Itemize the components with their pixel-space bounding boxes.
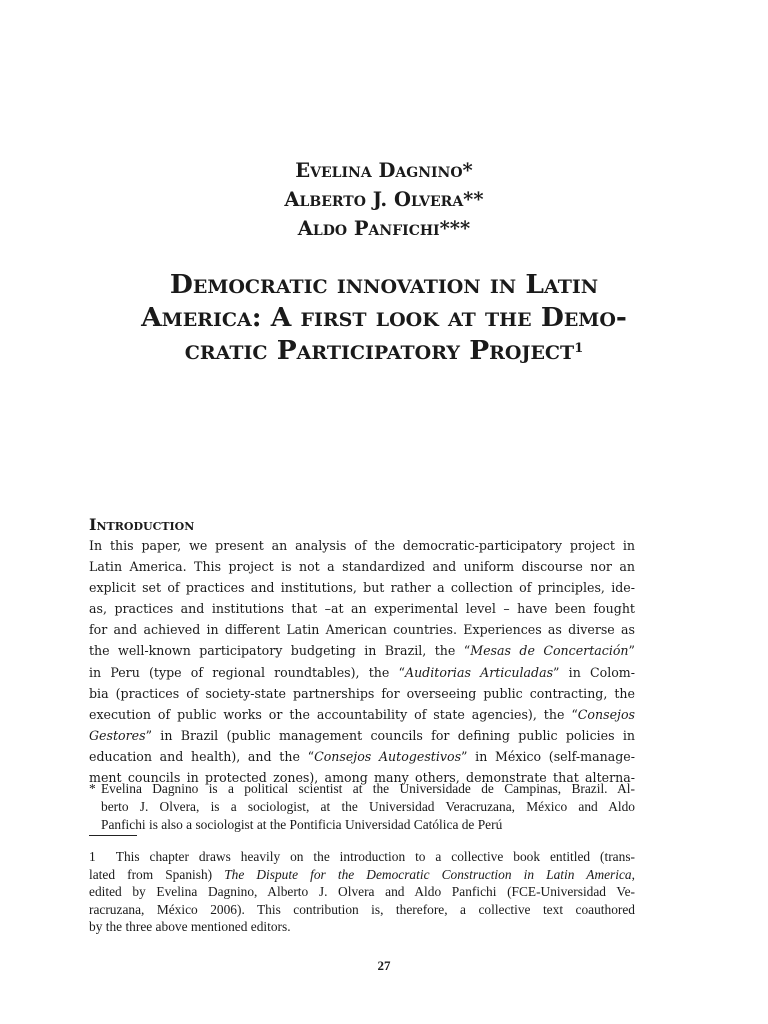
title-line: cratic Participatory Project$^1$ <box>184 335 584 366</box>
text-line: execution of public works or the accountability of state agencies), the “Consejos <box>89 706 635 722</box>
page-number: 27 <box>377 958 391 973</box>
author-list <box>0 156 768 243</box>
footnote-marker: * <box>89 781 96 796</box>
footnote-line: lated from Spanish) The Dispute for the Democratic Construction in Latin America, <box>89 866 635 882</box>
text-line: bia (practices of society-state partnerships for overseeing public contracting, the <box>89 685 635 701</box>
author-name: Alberto J. Olvera** <box>284 188 484 211</box>
footnote-1 <box>89 848 635 936</box>
text-line: ment councils in protected zones), among many others, demonstrate that alterna- <box>89 770 635 786</box>
section-heading: Introduction <box>89 515 195 534</box>
text-line: education and health), and the “Consejos Autogestivos” in México (self-manage- <box>89 748 635 764</box>
footnote-line: Panfichi is also a sociologist at the Pontificia Universidad Católica de Perú <box>101 817 503 832</box>
footnote-line: by the three above mentioned editors. <box>89 919 291 934</box>
text-line: Latin America. This project is not a standardized and uniform discourse nor an <box>89 559 635 575</box>
footnote-divider <box>89 835 137 836</box>
author-footnote <box>89 780 635 834</box>
article-title <box>60 268 708 367</box>
footnote-reference[interactable]: 1 <box>574 341 584 356</box>
text-line: as, practices and institutions that –at an experimental level – have been fought <box>89 601 635 617</box>
footnote-line: Evelina Dagnino is a political scientist at the Universidade de Campinas, Brazil. Al- <box>101 781 635 796</box>
text-line: Gestores” in Brazil (public management councils for defining public policies in <box>89 727 635 743</box>
text-line: In this paper, we present an analysis of the democratic-participatory project in <box>89 538 635 553</box>
footnote-line: racruzana, México 2006). This contribution is, therefore, a collective text coauthored <box>89 901 635 917</box>
footnote-line: 1 This chapter draws heavily on the introduction to a collective book entitled (trans- <box>89 849 635 864</box>
author-name: Aldo Panfichi*** <box>297 217 471 240</box>
footnote-line: berto J. Olvera, is a sociologist, at the Universidad Veracruzana, México and Aldo <box>101 799 635 814</box>
text-line: for and achieved in different Latin American countries. Experiences as diverse as <box>89 622 635 638</box>
text-line: in Peru (type of regional roundtables), the “Auditorias Articuladas” in Colom- <box>89 664 636 680</box>
author-name: Evelina Dagnino* <box>295 159 473 182</box>
title-line: Democratic innovation in Latin <box>169 269 599 300</box>
text-line: explicit set of practices and institutions, but rather a collection of principles, ide- <box>89 580 635 596</box>
text-line: the well-known participatory budgeting in Brazil, the “Mesas de Concertación” <box>89 643 635 659</box>
footnote-line: edited by Evelina Dagnino, Alberto J. Olvera and Aldo Panfichi (FCE-Universidad Ve- <box>89 884 635 899</box>
title-line: America: A first look at the Demo- <box>141 302 627 333</box>
body-text <box>89 535 635 788</box>
